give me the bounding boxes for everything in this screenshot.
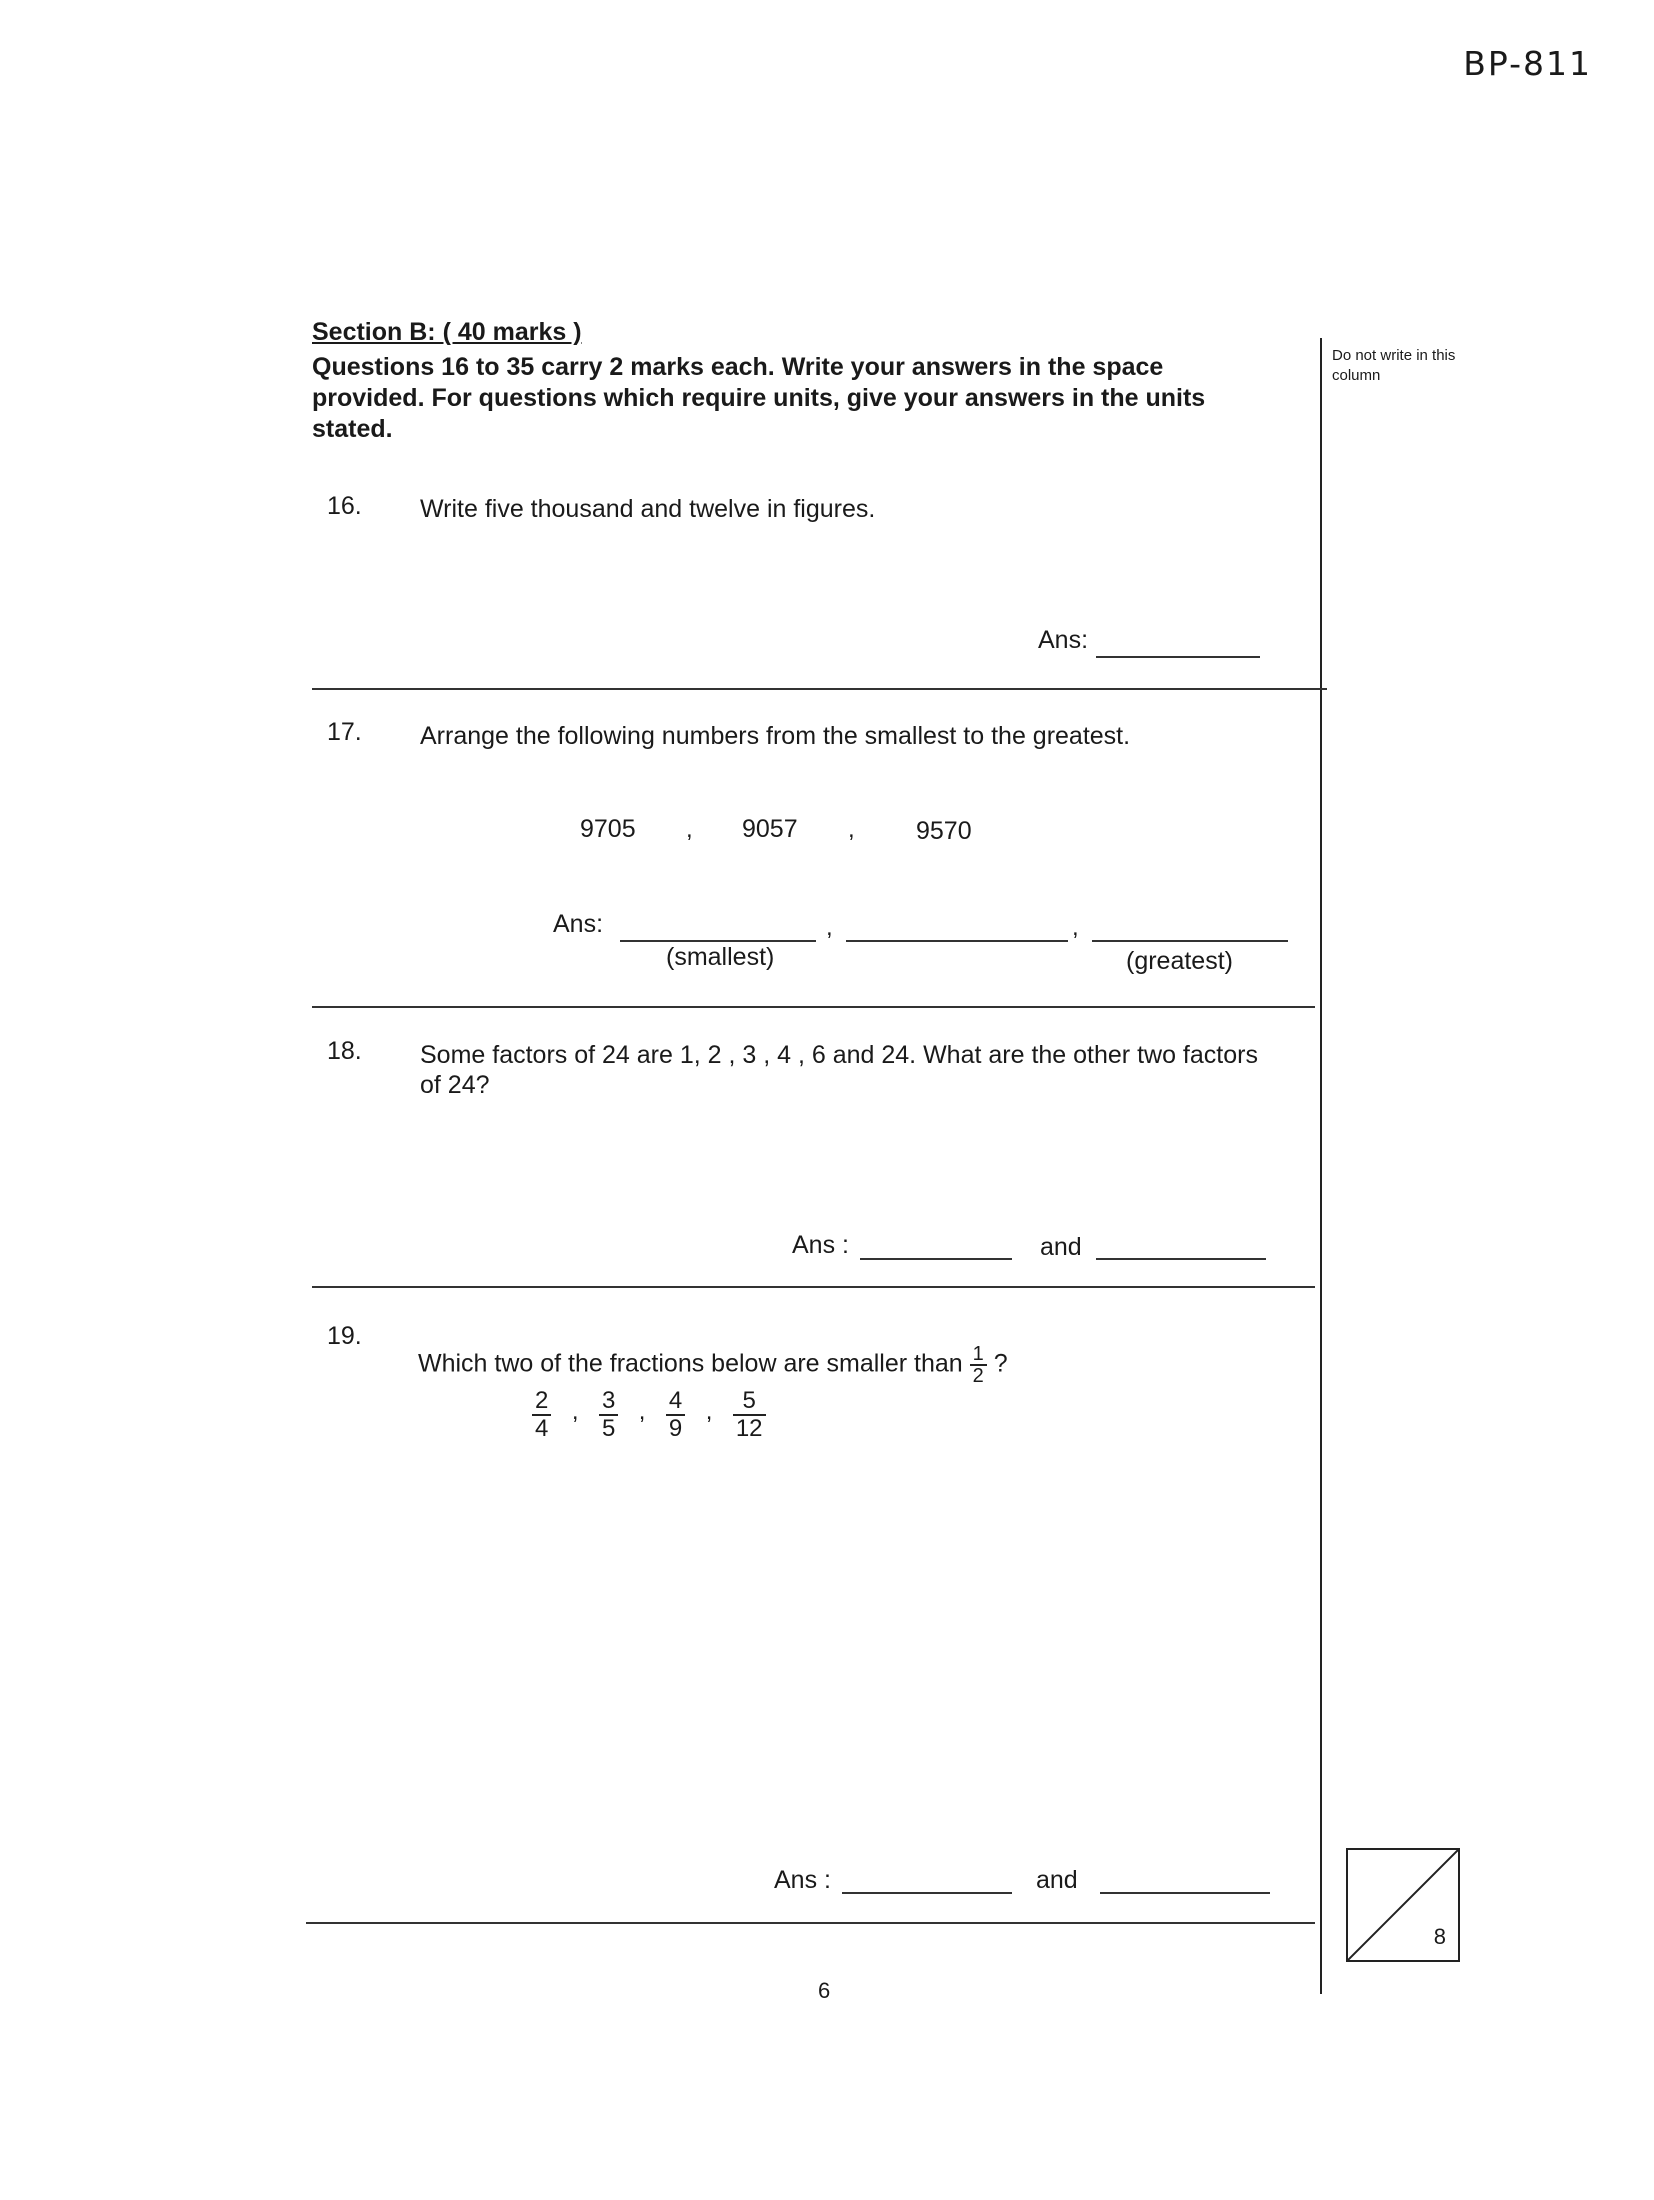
q19-separator (306, 1922, 1315, 1924)
page-number: 6 (818, 1978, 831, 2003)
q18-separator (312, 1286, 1315, 1288)
section-instructions: Questions 16 to 35 carry 2 marks each. Write your answers in the space provided. For questions which require units, give your answers in the units stated. (312, 353, 1206, 443)
q17-number-3: 9570 (916, 817, 972, 845)
q19-answer-blank-2[interactable] (1100, 1870, 1270, 1894)
q19-and-label: and (1036, 1866, 1078, 1894)
q19-fraction-4-den: 12 (735, 1415, 763, 1442)
q19-fraction-2-num: 3 (599, 1388, 618, 1416)
q17-ans-label: Ans: (553, 910, 604, 938)
q19-question-mark: ? (993, 1349, 1008, 1378)
paper-code: BP-811 (1463, 44, 1592, 83)
q19-ans-label: Ans : (774, 1866, 831, 1894)
q17-separator (312, 1006, 1315, 1008)
margin-note: Do not write in this column (1332, 347, 1456, 384)
section-title: Section B: ( 40 marks ) (312, 318, 582, 346)
q19-ref-numerator: 1 (970, 1344, 987, 1366)
q18-number: 18. (327, 1037, 362, 1065)
q17-number-2: 9057 (742, 815, 798, 843)
q16-number: 16. (327, 492, 362, 520)
q18-text: Some factors of 24 are 1, 2 , 3 , 4 , 6 and 24. What are the other two factors of 24? (420, 1041, 1258, 1099)
margin-column-line (1320, 338, 1322, 1994)
q19-fraction-4 (733, 1388, 766, 1442)
q17-ans-sep-1: , (826, 914, 833, 941)
q17-number: 17. (327, 718, 362, 746)
score-box (1346, 1848, 1460, 1962)
q19-fraction-list (532, 1388, 766, 1442)
q19-fraction-1-num: 2 (532, 1388, 551, 1416)
q18-ans-label: Ans : (792, 1231, 849, 1259)
q19-fraction-sep-3: , (705, 1398, 713, 1426)
q19-fraction-1 (532, 1388, 551, 1442)
q16-answer-blank[interactable] (1096, 634, 1260, 658)
q17-sep-1: , (686, 816, 693, 843)
q17-answer-blank-2[interactable] (846, 918, 1068, 942)
q19-fraction-2 (599, 1388, 618, 1442)
q19-number: 19. (327, 1322, 362, 1350)
q18-answer-blank-1[interactable] (860, 1236, 1012, 1260)
q19-fraction-sep-2: , (638, 1398, 646, 1426)
q19-text-line (418, 1344, 1008, 1386)
q19-answer-blank-1[interactable] (842, 1870, 1012, 1894)
score-box-total: 8 (1433, 1924, 1446, 1949)
q17-text: Arrange the following numbers from the smallest to the greatest. (420, 722, 1131, 750)
q19-fraction-4-num: 5 (733, 1388, 766, 1416)
q19-fraction-1-den: 4 (535, 1415, 549, 1442)
q19-fraction-3-num: 4 (666, 1388, 685, 1416)
q19-text: Which two of the fractions below are smaller than (418, 1349, 963, 1378)
q18-answer-blank-2[interactable] (1096, 1236, 1266, 1260)
q17-sep-2: , (848, 816, 855, 843)
q19-fraction-3-den: 9 (668, 1415, 683, 1442)
q16-ans-label: Ans: (1038, 626, 1089, 654)
q17-greatest-label: (greatest) (1126, 947, 1233, 975)
q17-number-1: 9705 (580, 815, 636, 843)
q19-fraction-3 (666, 1388, 685, 1442)
q18-and-label: and (1040, 1233, 1082, 1261)
q17-smallest-label: (smallest) (666, 943, 775, 971)
q17-ans-sep-2: , (1072, 914, 1079, 941)
q17-answer-blank-3[interactable] (1092, 918, 1288, 942)
q19-fraction-2-den: 5 (601, 1415, 616, 1442)
q17-answer-blank-1[interactable] (620, 918, 816, 942)
q19-ref-fraction (970, 1344, 987, 1386)
q19-fraction-sep-1: , (571, 1398, 579, 1426)
q16-text: Write five thousand and twelve in figures. (420, 495, 876, 523)
q19-ref-denominator: 2 (972, 1365, 984, 1387)
q16-separator (312, 688, 1327, 690)
